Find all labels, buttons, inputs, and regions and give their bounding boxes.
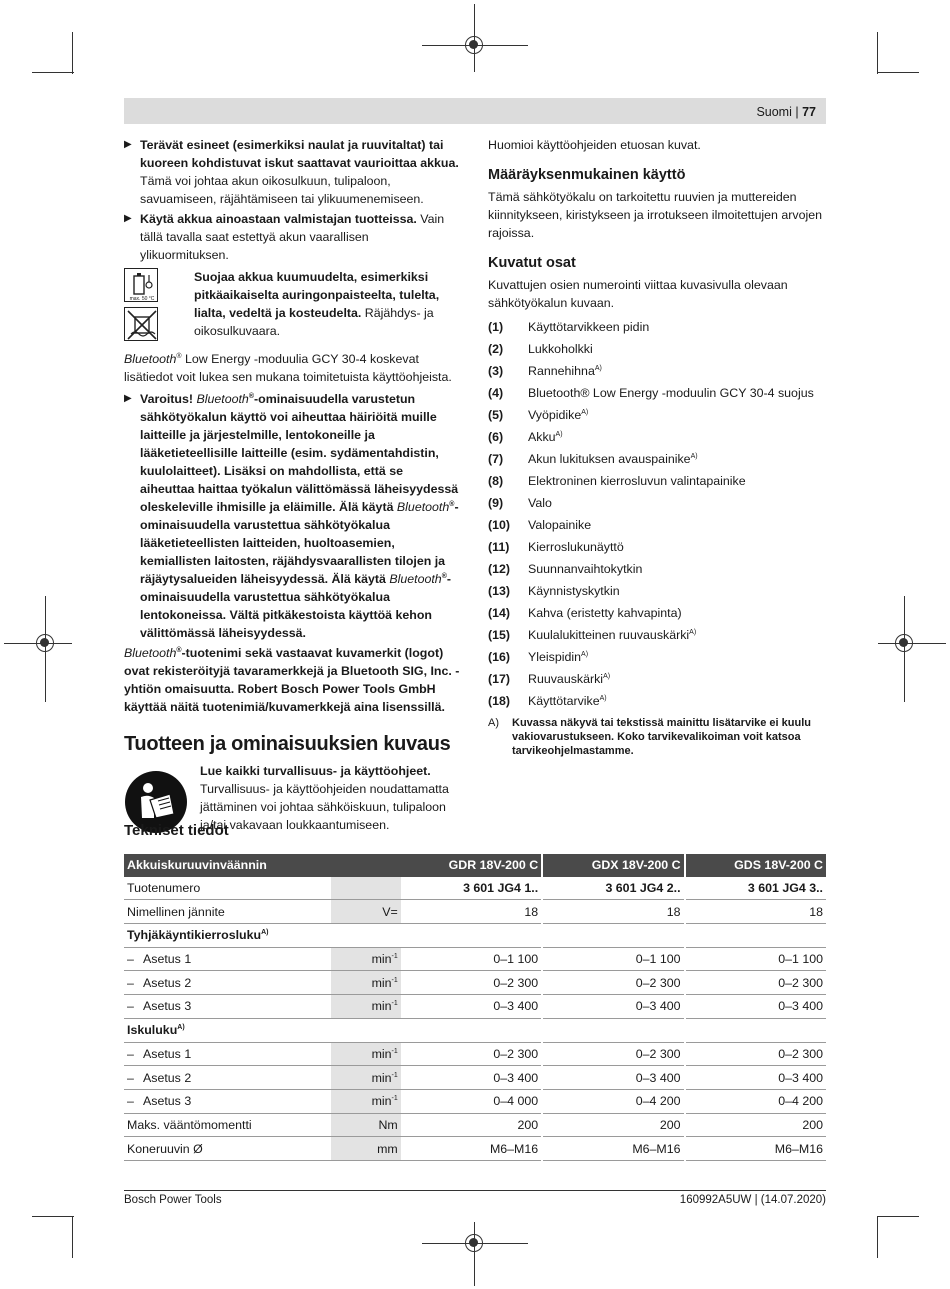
part-label: Rannehihna$^{A)}$ xyxy=(528,364,602,378)
part-number: (15) xyxy=(488,628,511,642)
intro-note: Huomioi käyttöohjeiden etuosan kuvat. xyxy=(488,138,701,152)
table-row xyxy=(124,877,826,900)
part-number: (11) xyxy=(488,540,510,554)
table-row xyxy=(124,924,826,948)
crop-mark xyxy=(32,72,74,73)
registration-mark-icon xyxy=(465,36,483,54)
table-row xyxy=(124,1042,826,1066)
part-label: Vyöpidike$^{A)}$ xyxy=(528,408,589,422)
warning-icons xyxy=(124,268,194,346)
table-row xyxy=(124,1018,826,1042)
crop-mark xyxy=(877,72,919,73)
footer-brand: Bosch Power Tools xyxy=(124,1194,222,1206)
part-label: Kuulalukitteinen ruuvauskärki$^{A)}$ xyxy=(528,628,697,642)
max-temperature-icon xyxy=(124,268,158,302)
table-cell-c2: 3 601 JG4 2.. xyxy=(542,877,684,900)
part-label: Suunnanvaihtokytkin xyxy=(528,562,643,576)
table-cell-c3: 3 601 JG4 3.. xyxy=(685,877,826,900)
header-text xyxy=(756,103,816,121)
list-item xyxy=(488,646,826,668)
tech-data-title: Tekniset tiedot xyxy=(124,822,229,839)
part-footnote-ref: A) xyxy=(594,364,602,372)
table-row-label: Nimellinen jännite xyxy=(124,900,331,924)
table-row xyxy=(124,971,826,995)
heading-illustrated-parts: Kuvatut osat xyxy=(488,255,576,271)
table-row-label: Maks. vääntömomentti xyxy=(124,1113,331,1137)
heat-warning-block xyxy=(124,268,460,346)
part-number: (18) xyxy=(488,694,511,708)
list-item xyxy=(488,404,826,426)
table-row xyxy=(124,1066,826,1090)
part-footnote-ref: A) xyxy=(581,650,589,658)
bluetooth-module-note: Bluetooth® Low Energy -moduulia GCY 30-4 koskevat lisätiedot voit lukea sen mukana toimitetuista käyttöohjeista. xyxy=(124,352,452,384)
table-cell-c3: 0–2 300 xyxy=(685,971,826,995)
list-item xyxy=(488,514,826,536)
crop-mark xyxy=(877,32,878,74)
table-cell-c1: M6–M16 xyxy=(401,1137,542,1161)
part-number: (9) xyxy=(488,496,504,510)
part-label: Akku$^{A)}$ xyxy=(528,430,563,444)
list-item xyxy=(488,492,826,514)
part-label: Käyttötarvike$^{A)}$ xyxy=(528,694,607,708)
part-number: (14) xyxy=(488,606,511,620)
table-header-unit xyxy=(331,854,401,877)
table-cell-c3: 18 xyxy=(685,900,826,924)
list-item xyxy=(488,624,826,646)
table-row-unit: V= xyxy=(331,900,401,924)
table-cell-c3: 0–3 400 xyxy=(685,1066,826,1090)
page-number: 77 xyxy=(802,105,816,119)
registration-mark-icon xyxy=(465,1234,483,1252)
parts-intro: Kuvattujen osien numerointi viittaa kuvasivulla olevaan sähkötyökalun kuvaan. xyxy=(488,278,788,310)
crop-mark xyxy=(32,1216,74,1217)
table-row xyxy=(124,1113,826,1137)
table-cell-c2: 200 xyxy=(542,1113,684,1137)
part-label: Kahva (eristetty kahvapinta) xyxy=(528,606,682,620)
table-row-label: – Asetus 1 xyxy=(124,1042,331,1066)
table-row-label: Tuotenumero xyxy=(124,877,331,900)
table-header-col-gdx: GDX 18V-200 C xyxy=(542,854,684,877)
list-item xyxy=(488,690,826,712)
footer-doc-id: 160992A5UW | (14.07.2020) xyxy=(679,1194,826,1206)
table-cell-c3: 0–4 200 xyxy=(685,1089,826,1113)
part-number: (3) xyxy=(488,364,504,378)
table-cell-c3: 0–1 100 xyxy=(685,947,826,971)
header-separator: | xyxy=(795,105,799,119)
right-column xyxy=(488,136,826,758)
table-row xyxy=(124,995,826,1019)
list-item xyxy=(488,360,826,382)
tech-data-table xyxy=(124,854,826,1161)
part-number: (7) xyxy=(488,452,504,466)
registration-mark-icon xyxy=(895,634,913,652)
list-item xyxy=(488,338,826,360)
part-label: Yleispidin$^{A)}$ xyxy=(528,650,589,664)
table-group-label: Tyhjäkäyntikierrosluku$^{A)}$ xyxy=(124,924,826,948)
table-row xyxy=(124,1089,826,1113)
safety-bullet-sharp-objects: ▶ Terävät esineet (esimerkiksi naulat ja ruuvitaltat) tai kuoreen kohdistuvat iskut saattavat vaurioittaa akkua. Tämä voi johtaa akun oikosulkuun, tulipaloon, savuamiseen, räjähtämiseen tai ylikuumenemiseen. xyxy=(124,136,460,208)
part-footnote-ref: A) xyxy=(690,452,698,460)
table-header-col-gds: GDS 18V-200 C xyxy=(685,854,826,877)
table-cell-c1: 200 xyxy=(401,1113,542,1137)
table-cell-c2: 0–1 100 xyxy=(542,947,684,971)
table-cell-c3: 200 xyxy=(685,1113,826,1137)
part-number: (8) xyxy=(488,474,504,488)
table-header-col-gdr: GDR 18V-200 C xyxy=(401,854,542,877)
table-row-unit: $\min^{-1}$ xyxy=(331,1066,401,1090)
part-label: Akun lukituksen avauspainike$^{A)}$ xyxy=(528,452,698,466)
registration-line xyxy=(474,1222,475,1286)
part-number: (16) xyxy=(488,650,511,664)
crop-mark xyxy=(72,1216,73,1258)
table-row-label: – Asetus 2 xyxy=(124,1066,331,1090)
table-row-label: – Asetus 1 xyxy=(124,947,331,971)
part-number: (13) xyxy=(488,584,511,598)
table-cell-c1: 0–3 400 xyxy=(401,1066,542,1090)
read-instructions-text: Lue kaikki turvallisuus- ja käyttöohjeet. Turvallisuus- ja käyttöohjeiden noudattamatta jättäminen voi johtaa sähköiskuun, tulipaloon ja/tai vakavaan loukkaantumiseen. xyxy=(200,764,449,832)
table-row-unit xyxy=(331,877,401,900)
part-label: Valopainike xyxy=(528,518,592,532)
part-label: Valo xyxy=(528,496,552,510)
list-item xyxy=(488,602,826,624)
table-cell-c3: M6–M16 xyxy=(685,1137,826,1161)
table-row-label: – Asetus 3 xyxy=(124,1089,331,1113)
table-row-unit: $\min^{-1}$ xyxy=(331,1042,401,1066)
table-row-unit: $\min^{-1}$ xyxy=(331,1089,401,1113)
part-label: Lukkoholkki xyxy=(528,342,593,356)
list-item xyxy=(488,316,826,338)
list-item xyxy=(488,668,826,690)
table-row-unit: Nm xyxy=(331,1113,401,1137)
part-number: (6) xyxy=(488,430,504,444)
part-number: (4) xyxy=(488,386,504,400)
table-cell-c2: 0–2 300 xyxy=(542,1042,684,1066)
part-label: Ruuvauskärki$^{A)}$ xyxy=(528,672,611,686)
part-footnote-ref: A) xyxy=(599,694,607,702)
part-number: (5) xyxy=(488,408,504,422)
table-cell-c1: 0–3 400 xyxy=(401,995,542,1019)
table-group-label: Iskuluku$^{A)}$ xyxy=(124,1018,826,1042)
registration-mark-icon xyxy=(36,634,54,652)
part-label: Elektroninen kierrosluvun valintapainike xyxy=(528,474,746,488)
crop-mark xyxy=(72,32,73,74)
list-item xyxy=(488,580,826,602)
table-row-label: – Asetus 2 xyxy=(124,971,331,995)
heat-warning-text: Suojaa akkua kuumuudelta, esimerkiksi pitkäaikaiselta auringonpaisteelta, tulelta, lialta, vedeltä ja kosteudelta. Räjähdys- ja oikosulkuvaara. xyxy=(194,270,440,338)
table-row xyxy=(124,947,826,971)
table-cell-c2: 18 xyxy=(542,900,684,924)
list-item xyxy=(488,382,826,404)
max-temperature-label: max. 50 °C xyxy=(129,296,155,302)
part-label: Bluetooth® Low Energy -moduulin GCY 30-4 suojus xyxy=(528,386,814,400)
no-water-battery-icon xyxy=(124,307,158,341)
table-row-label: Koneruuvin Ø xyxy=(124,1137,331,1161)
section-title: Tuotteen ja ominaisuuksien kuvaus xyxy=(124,733,451,755)
list-item xyxy=(488,558,826,580)
part-footnote-ref: A) xyxy=(555,430,563,438)
list-item xyxy=(488,448,826,470)
trademark-note: Bluetooth®-tuotenimi sekä vastaavat kuvamerkit (logot) ovat rekisteröityjä tavaramerkkejä ja Bluetooth SIG, Inc. -yhtiön omaisuutta. Robert Bosch Power Tools GmbH käyttää näitä tuotenimiä/kuvamerkkejä aina lisenssillä. xyxy=(124,646,460,714)
part-number: (1) xyxy=(488,320,504,334)
table-cell-c1: 18 xyxy=(401,900,542,924)
part-label: Kierroslukunäyttö xyxy=(528,540,624,554)
table-header-row xyxy=(124,854,826,877)
list-item xyxy=(488,470,826,492)
crop-mark xyxy=(877,1216,919,1217)
table-cell-c2: 0–2 300 xyxy=(542,971,684,995)
part-number: (17) xyxy=(488,672,511,686)
table-row xyxy=(124,900,826,924)
part-label: Käynnistyskytkin xyxy=(528,584,620,598)
crop-mark xyxy=(877,1216,878,1258)
table-row-label: – Asetus 3 xyxy=(124,995,331,1019)
part-label: Käyttötarvikkeen pidin xyxy=(528,320,650,334)
table-cell-c2: 0–4 200 xyxy=(542,1089,684,1113)
table-cell-c1: 0–2 300 xyxy=(401,1042,542,1066)
list-item xyxy=(488,426,826,448)
page-header xyxy=(124,98,826,124)
table-row-unit: $\min^{-1}$ xyxy=(331,947,401,971)
table-cell-c1: 0–1 100 xyxy=(401,947,542,971)
table-cell-c2: M6–M16 xyxy=(542,1137,684,1161)
part-footnote-ref: A) xyxy=(689,628,697,636)
table-row xyxy=(124,1137,826,1161)
header-language: Suomi xyxy=(756,105,792,119)
part-footnote-ref: A) xyxy=(603,672,611,680)
safety-bullet-manufacturer-products: ▶ Käytä akkua ainoastaan valmistajan tuotteissa. Vain tällä tavalla saat estettyä akun vaarallisen ylikuormituksen. xyxy=(124,210,460,264)
table-header-label: Akkuiskuruuvinväännin xyxy=(124,854,331,877)
list-item xyxy=(488,536,826,558)
left-column xyxy=(124,136,460,834)
table-row-unit: $\min^{-1}$ xyxy=(331,995,401,1019)
intended-use-text: Tämä sähkötyökalu on tarkoitettu ruuvien ja muttereiden kiinnitykseen, kiristykseen ja irrotukseen ilmoitettujen arvojen rajoissa. xyxy=(488,190,823,240)
parts-footnote: A) Kuvassa näkyvä tai tekstissä mainittu lisätarvike ei kuulu vakiovarustukseen. Koko tarvikevalikoiman voit katsoa tarvikeohjelmastamme. xyxy=(488,717,811,757)
part-number: (10) xyxy=(488,518,511,532)
part-number: (12) xyxy=(488,562,511,576)
part-number: (2) xyxy=(488,342,504,356)
table-row-unit: mm xyxy=(331,1137,401,1161)
table-cell-c2: 0–3 400 xyxy=(542,995,684,1019)
table-cell-c3: 0–2 300 xyxy=(685,1042,826,1066)
table-cell-c1: 0–2 300 xyxy=(401,971,542,995)
bluetooth-warning-bullet: ▶ Varoitus! Bluetooth®-ominaisuudella varustetun sähkötyökalun käyttö voi aiheuttaa häiriöitä muille laitteille ja järjestelmille, lentokoneille ja lääketieteellisille laitteille (esim. sydämentahdistin, kuulolaitteet). Lisäksi on mahdollista, että se aiheuttaa haittaa työkalun välittömässä läheisyydessä oleskeleville ihmisille ja eläimille. Älä käytä Bluetooth®-ominaisuudella varustettua sähkötyökalua lääketieteellisten laitteiden, huoltoasemien, kemiallisten laitosten, räjähdysvaarallisten tilojen ja räjäytysalueiden läheisyydessä. Älä käytä Bluetooth®-ominaisuudella varustettua sähkötyökalua lentokoneissa. Vältä pitkäkestoista käyttöä kehon välittömässä läheisyydessä. xyxy=(124,390,460,642)
part-footnote-ref: A) xyxy=(581,408,589,416)
parts-list xyxy=(488,316,826,712)
table-row-unit: $\min^{-1}$ xyxy=(331,971,401,995)
table-cell-c1: 3 601 JG4 1.. xyxy=(401,877,542,900)
heading-intended-use: Määräyksenmukainen käyttö xyxy=(488,167,686,183)
table-cell-c3: 0–3 400 xyxy=(685,995,826,1019)
table-cell-c1: 0–4 000 xyxy=(401,1089,542,1113)
table-cell-c2: 0–3 400 xyxy=(542,1066,684,1090)
